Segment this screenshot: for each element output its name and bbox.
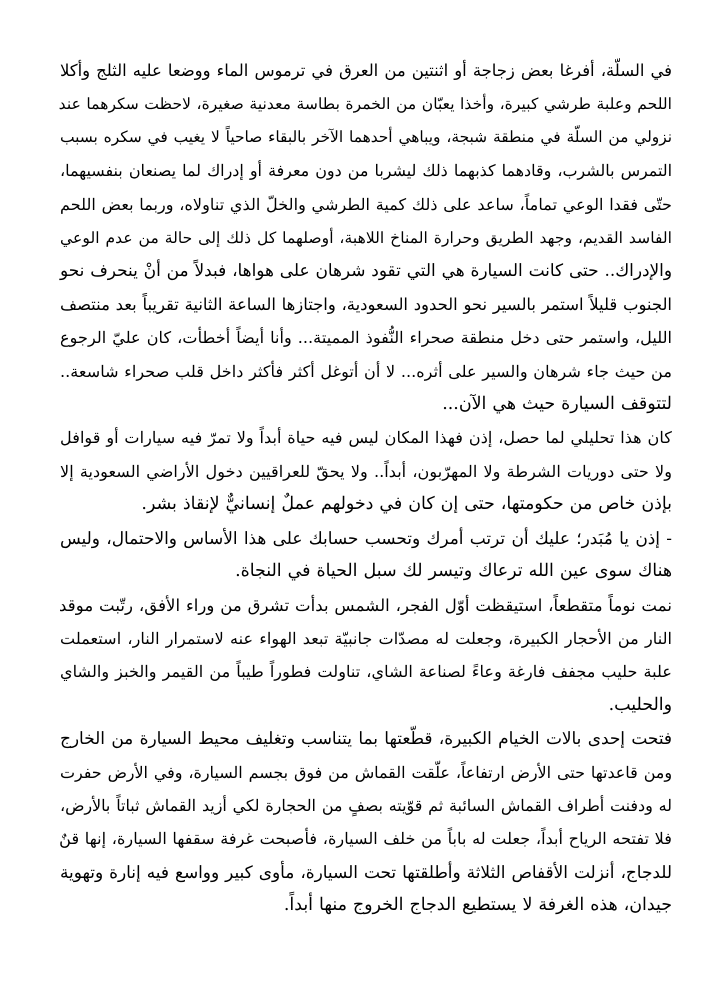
- text-line: فتحت إحدى بالات الخيام الكبيرة، قطّعتها بما يتناسب وتغليف محيط السيارة من الخارج: [60, 728, 672, 749]
- text-line: النار من الأحجار الكبيرة، وجعلت له مصدّات جانبيّة تبعد الهواء عنه لاستمرار النار، استعملت: [60, 628, 672, 648]
- text-line: بإذن خاص من حكومتها، حتى إن كان في دخولهم عملٌ إنسانيٌّ لإنقاذ بشر.: [141, 494, 672, 515]
- text-line: التمرس بالشرب، وقادهما كذبهما ذلك ليشربا من دون معرفة أو إدراك لما يصنعان بنفسيهما،: [60, 161, 672, 181]
- text-line: نمت نوماً متقطعاً، استيقظت أوّل الفجر، الشمس بدأت تشرق من وراء الأفق، رتّبت موقد: [59, 595, 672, 615]
- text-line: ولا حتى دوريات الشرطة ولا المهرّبون، أبداً.. ولا يحقّ للعراقيين دخول الأراضي السعودية إلا: [60, 461, 672, 481]
- text-line: في السلّة، أفرغا بعض زجاجة أو اثنتين من العرق في ترموس الماء ووضعا عليه الثلج وأكلا: [60, 61, 672, 80]
- paragraph: [60, 421, 672, 521]
- text-line: الليل، واستمر حتى دخل منطقة صحراء النُّفوذ المميتة... وأنا أيضاً أخطأت، كان عليّ الرجوع: [60, 328, 672, 348]
- text-line: الفاسد القديم، وجهد الطريق وحرارة المناخ اللاهبة، أوصلهما كل ذلك إلى حالة من عدم الوعي: [60, 228, 672, 248]
- text-line: ومن قاعدتها حتى الأرض ارتفاعاً، علّقت القماش من فوق بجسم السيارة، وفي الأرض حفرت: [60, 762, 672, 782]
- text-line: نزولي من السلّة في منطقة شبجة، ويباهي أحدهما الآخر بالبقاء صاحياً لا يغيب في سكره بسبب: [60, 127, 672, 146]
- text-line: من حيث جاء شرهان والسير على أثره... لا أن أتوغل أكثر فأكثر داخل قلب صحراء شاسعة..: [60, 361, 672, 381]
- text-line: له ودفنت أطراف القماش السائبة ثم قوّيته بصفٍ من الحجارة لكي أزيد القماش ثباتاً بالأرض،: [60, 795, 672, 815]
- text-line: والإدراك.. حتى كانت السيارة هي التي تقود شرهان على هواها، فبدلاً من أنْ ينحرف نحو: [60, 260, 672, 281]
- text-line: - إذن يا مُبَدر؛ عليك أن ترتب أمرك وتحسب حسابك على هذا الأساس والاحتمال، وليس: [60, 527, 672, 548]
- text-line: اللحم وعلبة طرشي كبيرة، وأخذا يعبّان من الخمرة بطاسة معدنية صغيرة، لاحظت سكرهما عند: [58, 94, 672, 114]
- paragraph: [60, 722, 672, 922]
- text-line: الجنوب قليلاً استمر بالسير نحو الحدود السعودية، واجتازها الساعة الثانية تقريباً بعد منتصف: [60, 294, 672, 314]
- text-line: حتّى فقدا الوعي تماماً، ساعد على ذلك كمية الطرشي والخلّ الذي تناولاه، وربما بعض اللحم: [60, 194, 672, 214]
- paragraph: [60, 522, 672, 589]
- text-line: فلا تفتحه الرياح أبداً، جعلت له باباً من خلف السيارة، فأصبحت غرفة سقفها السيارة، إنها قنٌ: [59, 829, 672, 849]
- text-line: كان هذا تحليلي لما حصل، إذن فهذا المكان ليس فيه حياة أبداً ولا تمرّ فيه سيارات أو قوافل: [60, 428, 672, 448]
- text-line: لتتوقف السيارة حيث هي الآن...: [442, 394, 672, 415]
- text-line: والحليب.: [608, 694, 672, 715]
- text-line: جيدان، هذه الغرفة لا يستطيع الدجاج الخروج منها أبداً.: [283, 895, 672, 916]
- paragraph: [60, 589, 672, 723]
- body-text: [60, 54, 672, 923]
- paragraph: [60, 54, 672, 421]
- text-line: للدجاج، أنزلت الأقفاص الثلاثة وأطلقتها تحت السيارة، مأوى كبير وواسع فيه إنارة وتهوية: [60, 861, 672, 882]
- text-line: علبة حليب مجفف فارغة وعاءً لصناعة الشاي، تناولت فطوراً طيباً من القيمر والخبز والشاي: [60, 662, 672, 682]
- text-line: هناك سوى عين الله ترعاك وتيسر لك سبل الحياة في النجاة.: [235, 561, 672, 582]
